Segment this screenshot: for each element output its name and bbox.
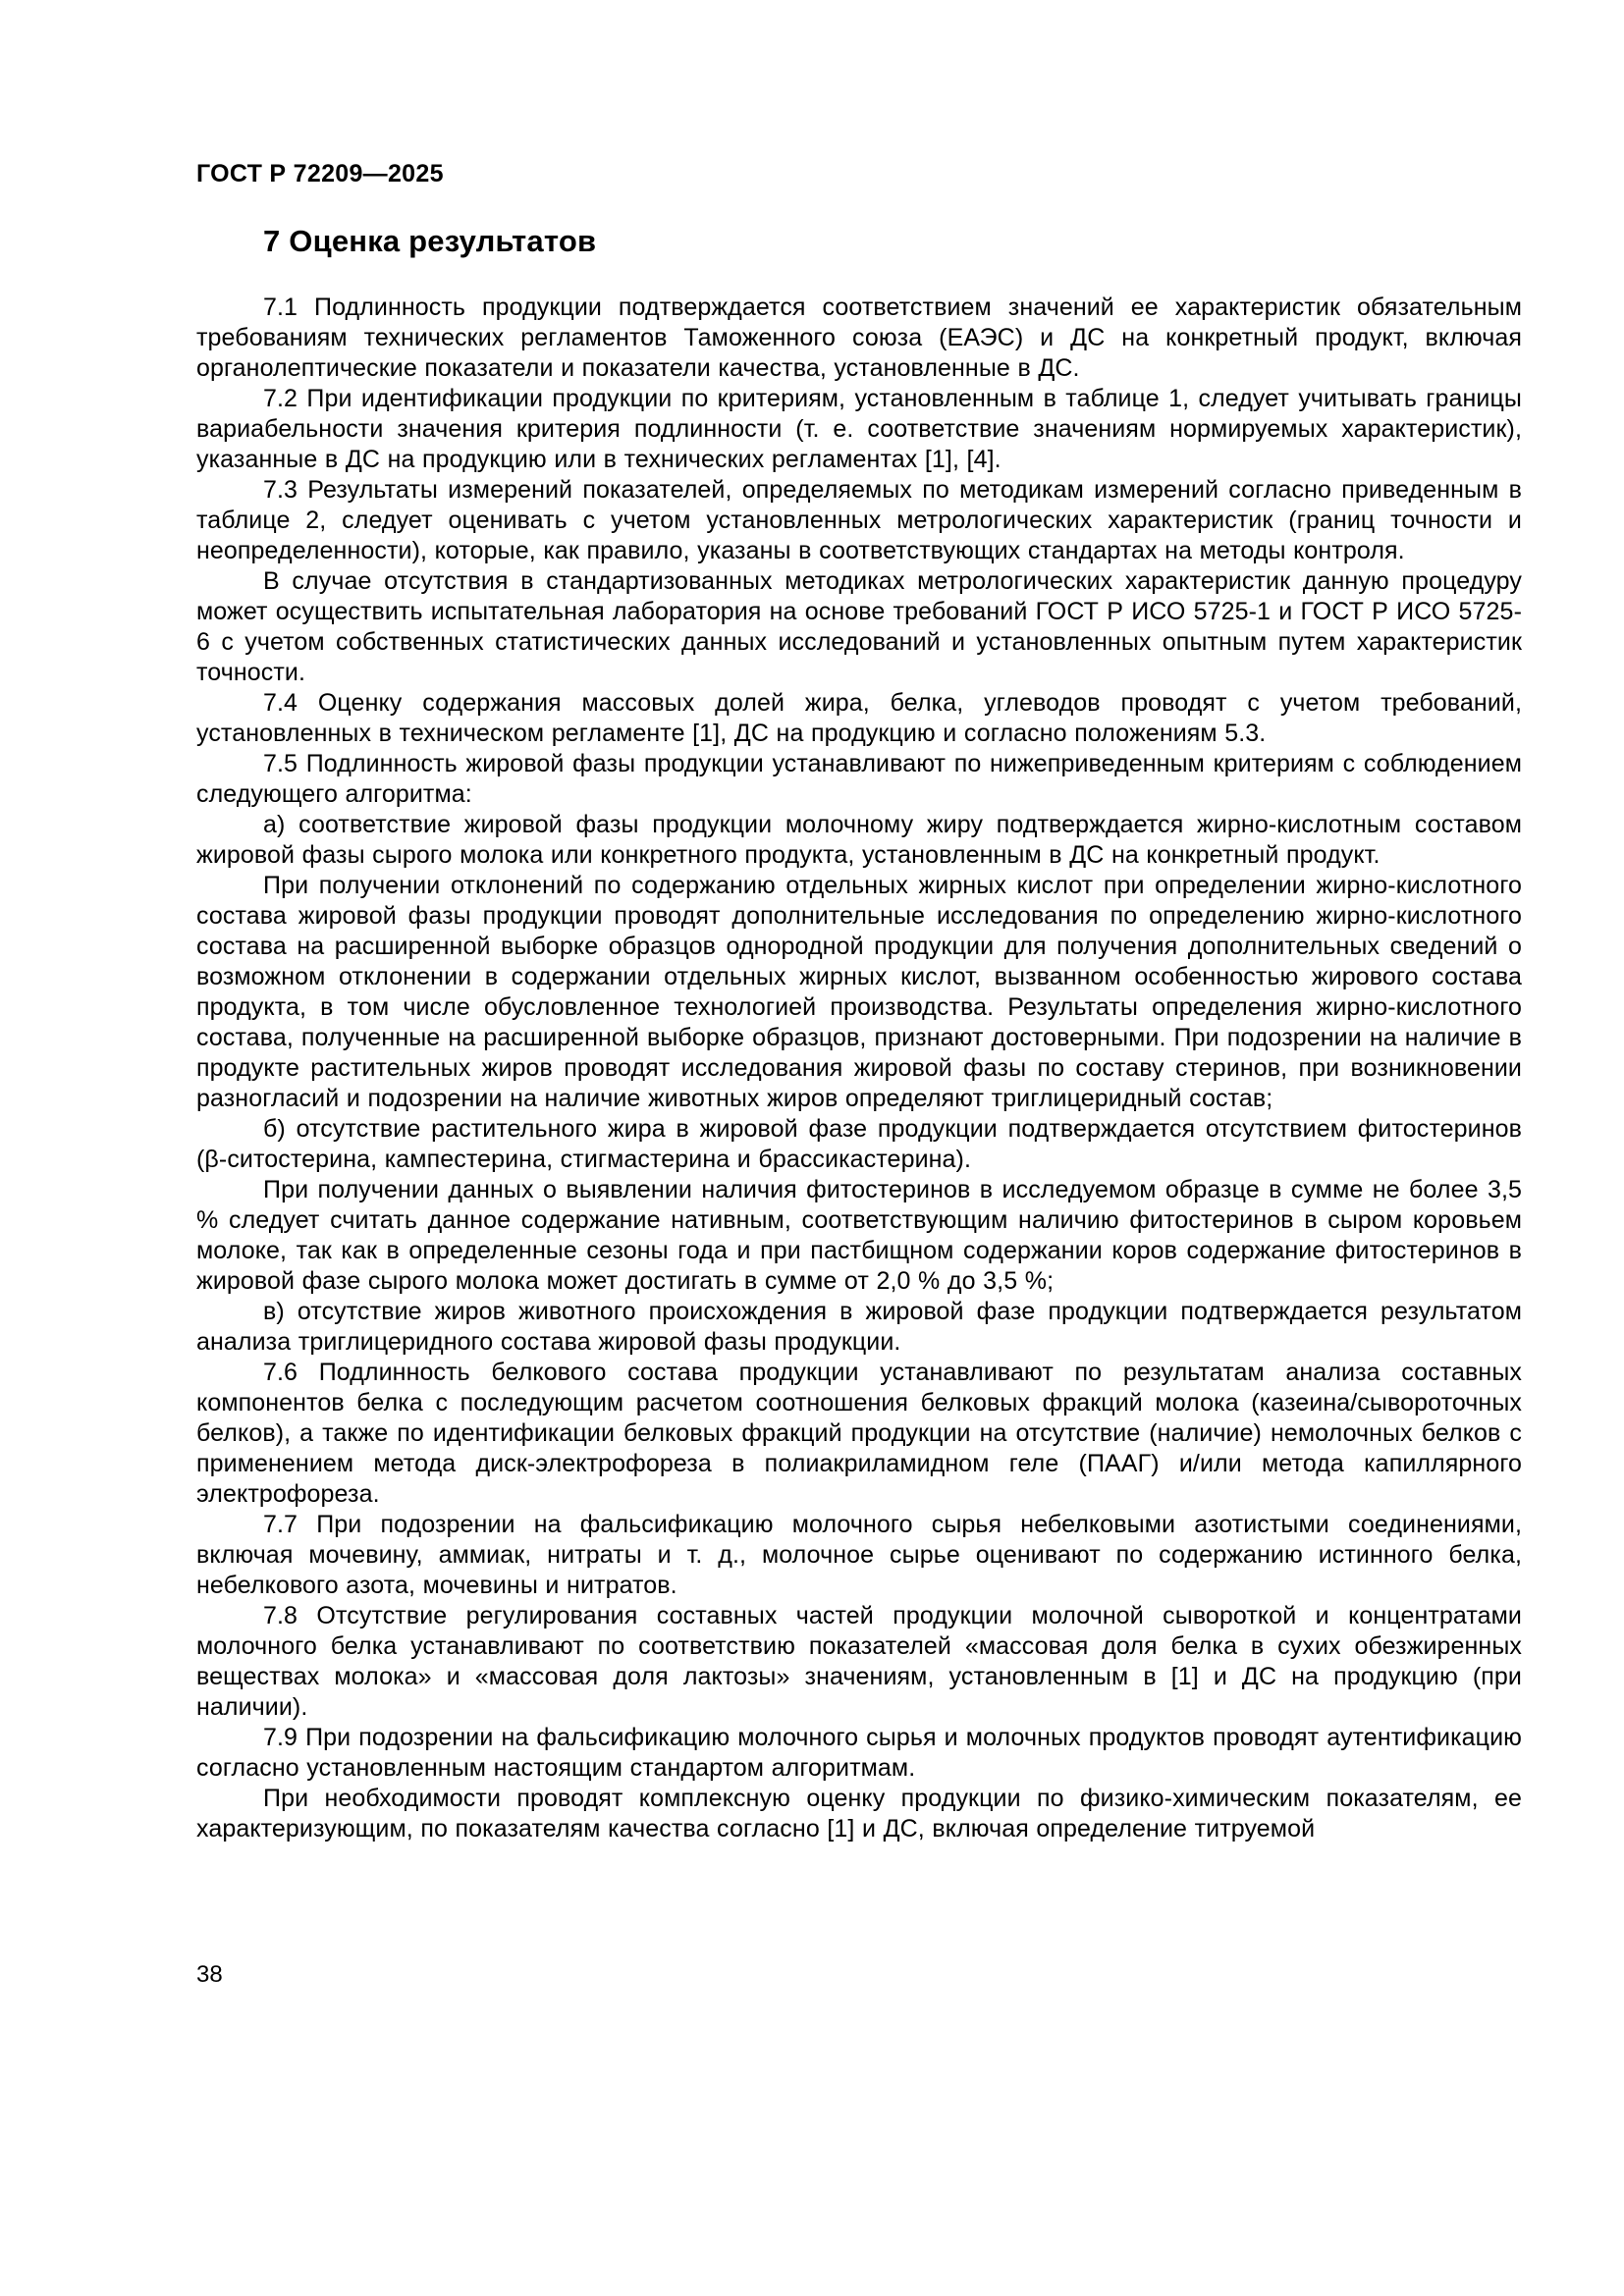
paragraph-7-5-item-b: б) отсутствие растительного жира в жировой фазе продукции подтверждается отсутствием фитостеринов (β-ситостерина, кампестерина, стигмастерина и брассикастерина).	[196, 1115, 1522, 1173]
paragraph-7-9: 7.9 При подозрении на фальсификацию молочного сырья и молочных продуктов проводят аутентификацию согласно установленным настоящим стандартом алгоритмам.	[196, 1724, 1522, 1782]
section-title: 7 Оценка результатов	[263, 224, 597, 258]
paragraph-7-5: 7.5 Подлинность жировой фазы продукции устанавливают по нижеприведенным критериям с соблюдением следующего алгоритма:	[196, 750, 1522, 808]
document-standard-code: ГОСТ Р 72209—2025	[196, 160, 444, 187]
paragraph-7-5-item-v: в) отсутствие жиров животного происхождения в жировой фазе продукции подтверждается результатом анализа триглицеридного состава жировой фазы продукции.	[196, 1298, 1522, 1356]
paragraph-7-1: 7.1 Подлинность продукции подтверждается соответствием значений ее характеристик обязательным требованиям технических регламентов Таможенного союза (ЕАЭС) и ДС на конкретный продукт, включая органолептические показатели и показатели качества, установленные в ДС.	[196, 294, 1522, 382]
paragraph-7-5-item-a: а) соответствие жировой фазы продукции молочному жиру подтверждается жирно-кислотным составом жировой фазы сырого молока или конкретного продукта, установленным в ДС на конкретный продукт.	[196, 811, 1522, 869]
paragraph-7-3-continued: В случае отсутствия в стандартизованных методиках метрологических характеристик данную процедуру может осуществить испытательная лаборатория на основе требований ГОСТ Р ИСО 5725-1 и ГОСТ Р ИСО 5725-6 с учетом собственных статистических данных исследований и установленных опытным путем характеристик точности.	[196, 567, 1522, 686]
document-body	[196, 224, 1522, 1844]
paragraph-7-5-item-b-note: При получении данных о выявлении наличия фитостеринов в исследуемом образце в сумме не более 3,5 % следует считать данное содержание нативным, соответствующим наличию фитостеринов в сыром коровьем молоке, так как в определенные сезоны года и при пастбищном содержании коров содержание фитостеринов в жировой фазе сырого молока может достигать в сумме от 2,0 % до 3,5 %;	[196, 1176, 1522, 1295]
paragraph-7-8: 7.8 Отсутствие регулирования составных частей продукции молочной сывороткой и концентратами молочного белка устанавливают по соответствию показателей «массовая доля белка в сухих обезжиренных веществах молока» и «массовая доля лактозы» значениям, установленным в [1] и ДС на продукцию (при наличии).	[196, 1602, 1522, 1721]
paragraph-7-4: 7.4 Оценку содержания массовых долей жира, белка, углеводов проводят с учетом требований, установленных в техническом регламенте [1], ДС на продукцию и согласно положениям 5.3.	[196, 689, 1522, 747]
paragraph-7-5-item-a-note: При получении отклонений по содержанию отдельных жирных кислот при определении жирно-кислотного состава жировой фазы продукции проводят дополнительные исследования по определению жирно-кислотного состава на расширенной выборке образцов однородной продукции для получения дополнительных сведений о возможном отклонении в содержании отдельных жирных кислот, вызванном особенностью жирового состава продукта, в том числе обусловленное технологией производства. Результаты определения жирно-кислотного состава, полученные на расширенной выборке образцов, признают достоверными. При подозрении на наличие в продукте растительных жиров проводят исследования жировой фазы по составу стеринов, при возникновении разногласий и подозрении на наличие животных жиров определяют триглицеридный состав;	[196, 872, 1522, 1112]
paragraph-7-9-continued: При необходимости проводят комплексную оценку продукции по физико-химическим показателям, ее характеризующим, по показателям качества согласно [1] и ДС, включая определение титруемой	[196, 1785, 1522, 1842]
paragraph-7-7: 7.7 При подозрении на фальсификацию молочного сырья небелковыми азотистыми соединениями, включая мочевину, аммиак, нитраты и т. д., молочное сырье оценивают по содержанию истинного белка, небелкового азота, мочевины и нитратов.	[196, 1511, 1522, 1599]
paragraph-7-6: 7.6 Подлинность белкового состава продукции устанавливают по результатам анализа составных компонентов белка с последующим расчетом соотношения белковых фракций молока (казеина/сывороточных белков), а также по идентификации белковых фракций продукции на отсутствие (наличие) немолочных белков с применением метода диск-электрофореза в полиакриламидном геле (ПААГ) и/или метода капиллярного электрофореза.	[196, 1359, 1522, 1508]
paragraph-7-2: 7.2 При идентификации продукции по критериям, установленным в таблице 1, следует учитывать границы вариабельности значения критерия подлинности (т. е. соответствие значениям нормируемых характеристик), указанные в ДС на продукцию или в технических регламентах [1], [4].	[196, 385, 1522, 473]
paragraph-7-3: 7.3 Результаты измерений показателей, определяемых по методикам измерений согласно приведенным в таблице 2, следует оценивать с учетом установленных метрологических характеристик (границ точности и неопределенности), которые, как правило, указаны в соответствующих стандартах на методы контроля.	[196, 476, 1522, 564]
page-number: 38	[196, 1961, 223, 1988]
